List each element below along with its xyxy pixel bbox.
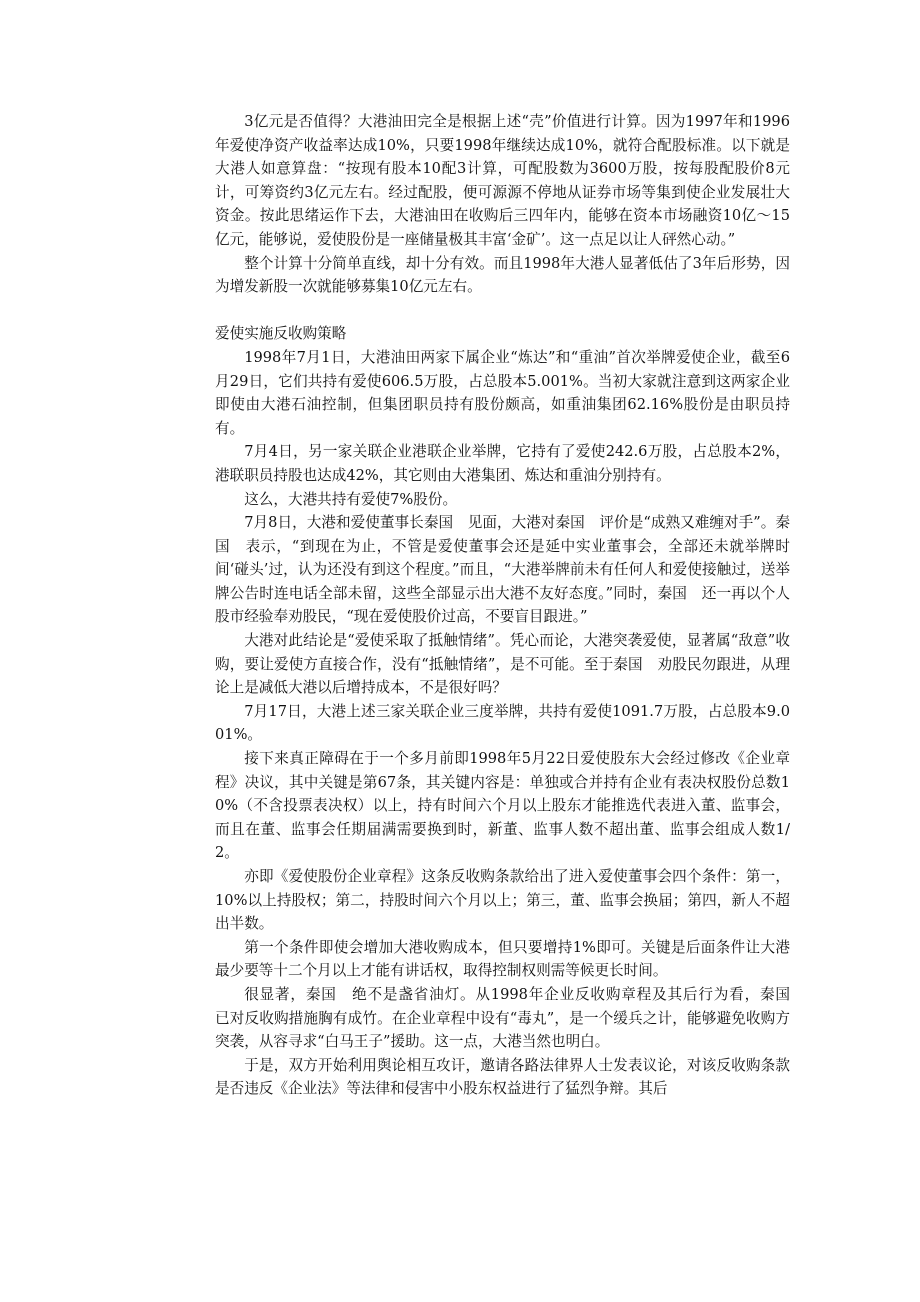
paragraph-share-value: 3亿元是否值得？大港油田完全是根据上述“壳”价值进行计算。因为1997年和1996年爱使净资产收益率达成10%，只要1998年继续达成10%，就符合配股标准。以下就是大港人如意算盘：“按现有股本10配3计算，可配股数为3600万股，按每股配股价8元计，可筹资约3亿元左右。经过配股，便可源源不停地从证券市场等集到使企业发展壮大资金。按此思绪运作下去，大港油田在收购后三四年内，能够在资本市场融资10亿～15亿元，能够说，爱使股份是一座储量极其丰富‘金矿’。这一点足以让人砰然心动。”: [215, 113, 790, 248]
document-page: [215, 110, 805, 1101]
paragraph-poison-pill: 很显著，秦国 绝不是盏省油灯。从1998年企业反收购章程及其后行为看，秦国 已对反收购措施胸有成竹。在企业章程中设有“毒丸”，是一个缓兵之计，能够避免收购方突袭，从容寻求“白马王子”援助。这一点，大港当然也明白。: [215, 985, 805, 1051]
paragraph-four-conditions: 亦即《爱使股份企业章程》这条反收购条款给出了进入爱使董事会四个条件：第一，10%以上持股权；第二，持股时间六个月以上；第三，董、监事会换届；第四，新人不超出半数。: [215, 868, 790, 933]
paragraph-july-1: 1998年7月1日，大港油田两家下属企业“炼达”和“重油”首次举牌爱使企业，截至6月29日，它们共持有爱使606.5万股，占总股本5.001%。当初大家就注意到这两家企业即使由大港石油控制，但集团职员持有股份颇高，如重油集团62.16%股份是由职员持有。: [215, 348, 790, 437]
paragraph-july-17: 7月17日，大港上述三家关联企业三度举牌，共持有爱使1091.7万股，占总股本9.001%。: [215, 702, 790, 744]
paragraph-gap: [215, 299, 790, 323]
paragraph-total-holding: 这么，大港共持有爱使7%股份。: [244, 490, 458, 508]
paragraph-calculation: 整个计算十分简单直线，却十分有效。而且1998年大港人显著低估了3年后形势，因为增发新股一次就能够募集10亿元左右。: [215, 254, 790, 296]
paragraph-dispute: 于是，双方开始利用舆论相互攻讦，邀请各路法律界人士发表议论，对该反收购条款是否违反《企业法》等法律和侵害中小股东权益进行了猛烈争辩。其后: [215, 1056, 790, 1098]
section-heading: 爱使实施反收购策略: [215, 325, 347, 343]
paragraph-july-8: 7月8日，大港和爱使董事长秦国 见面，大港对秦国 评价是“成熟又难缠对手”。秦国 表示，“到现在为止，不管是爱使董事会还是延中实业董事会，全部还未就举牌时间‘碰头’过，认为还没有到这个程度。”而且，“大港举牌前未有任何人和爱使接触过，送举牌公告时连电话全部未留，这些全部显示出大港不友好态度。”同时，秦国 还一再以个人股市经验奉劝股民，“现在爱使股价过高，不要盲目跟进。”: [215, 514, 790, 626]
paragraph-charter-article: 接下来真正障碍在于一个多月前即1998年5月22日爱使股东大会经过修改《企业章程》决议，其中关键是第67条，其关键内容是：单独或合并持有企业有表决权股份总数10%（不含投票表决权）以上，持有时间六个月以上股东才能推选代表进入董、监事会，而且在董、监事会任期届满需要换到时，新董、监事人数不超出董、监事会组成人数1/2。: [215, 750, 790, 862]
paragraph-july-4: 7月4日，另一家关联企业港联企业举牌，它持有了爱使242.6万股，占总股本2%，港联职员持股也达成42%，其它则由大港集团、炼达和重油分别持有。: [215, 443, 790, 484]
paragraph-conclusion: 大港对此结论是“爱使采取了抵触情绪”。凭心而论，大港突袭爱使，显著属“敌意”收购，要让爱使方直接合作，没有“抵触情绪”，是不可能。至于秦国 劝股民勿跟进，从理论上是减低大港以后增持成本，不是很好吗？: [215, 632, 790, 697]
paragraph-first-condition: 第一个条件即使会增加大港收购成本，但只要增持1%即可。关键是后面条件让大港最少要等十二个月以上才能有讲话权，取得控制权则需等候更长时间。: [215, 938, 790, 980]
